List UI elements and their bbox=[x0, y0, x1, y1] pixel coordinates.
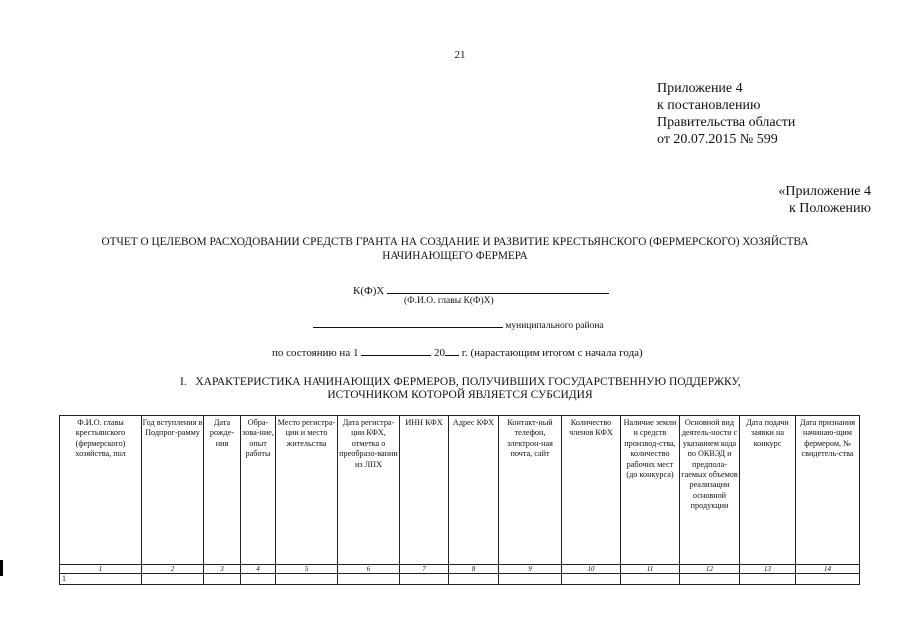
table-row bbox=[60, 574, 860, 585]
appendix-decree-line: Приложение 4 bbox=[657, 81, 743, 96]
appendix-decree-line: к постановлению bbox=[657, 98, 761, 113]
column-header: Наличие земли и средств производ-ства, количество рабочих мест (до конкурса) bbox=[621, 416, 680, 565]
column-header: Ф.И.О. главы крестьянского (фермерского) хозяйства, пол bbox=[60, 416, 142, 565]
column-number-row bbox=[60, 565, 860, 574]
table-cell[interactable] bbox=[562, 574, 621, 585]
as-of-month-blank[interactable] bbox=[361, 346, 431, 356]
column-number: 2 bbox=[142, 565, 204, 574]
appendix-decree-line: Правительства области bbox=[657, 115, 796, 130]
column-header: Обра-зова-ние, опыт работы bbox=[241, 416, 276, 565]
report-title bbox=[60, 235, 850, 263]
as-of-prefix: по состоянию на 1 bbox=[272, 347, 359, 359]
as-of-year-prefix: 20 bbox=[433, 347, 445, 359]
column-number: 14 bbox=[796, 565, 860, 574]
column-number: 12 bbox=[680, 565, 740, 574]
table-cell[interactable] bbox=[740, 574, 796, 585]
section-heading bbox=[180, 376, 740, 402]
column-header: Место регистра-ции и место жительства bbox=[276, 416, 338, 565]
table-cell[interactable] bbox=[204, 574, 241, 585]
column-header: Дата подачи заявки на конкурс bbox=[740, 416, 796, 565]
section-heading-line: I. ХАРАКТЕРИСТИКА НАЧИНАЮЩИХ ФЕРМЕРОВ, ПОЛУЧИВШИХ ГОСУДАРСТВЕННУЮ ПОДДЕРЖКУ, bbox=[180, 376, 741, 388]
row-number-cell: 1 bbox=[60, 574, 142, 585]
appendix-decree-line: от 20.07.2015 № 599 bbox=[657, 132, 778, 147]
appendix-regulation-block bbox=[778, 183, 871, 217]
farm-field-label: К(Ф)Х bbox=[353, 285, 385, 297]
farm-field-caption: (Ф.И.О. главы К(Ф)Х) bbox=[404, 296, 494, 306]
column-number: 4 bbox=[241, 565, 276, 574]
appendix-regulation-line: «Приложение 4 bbox=[778, 184, 871, 199]
as-of-date-field bbox=[272, 346, 643, 359]
column-header: Дата регистра-ции КФХ, отметка о преобразо-вании из ЛПХ bbox=[338, 416, 400, 565]
report-title-line: НАЧИНАЮЩЕГО ФЕРМЕРА bbox=[382, 250, 528, 262]
table-cell[interactable] bbox=[241, 574, 276, 585]
municipality-blank-line[interactable] bbox=[313, 319, 503, 328]
appendix-decree-block bbox=[657, 80, 795, 148]
column-header: Основной вид деятель-ности с указанием кода по ОКВЭД и предпола-гаемых объемов реализации основной продукции bbox=[680, 416, 740, 565]
column-number: 11 bbox=[621, 565, 680, 574]
column-header: Дата рожде-ния bbox=[204, 416, 241, 565]
as-of-year-blank[interactable] bbox=[445, 346, 459, 356]
scan-edge-mark bbox=[0, 560, 3, 576]
municipality-suffix: муниципального района bbox=[505, 321, 604, 331]
column-header: Адрес КФХ bbox=[449, 416, 499, 565]
farmers-table bbox=[59, 415, 860, 585]
section-heading-line: ИСТОЧНИКОМ КОТОРОЙ ЯВЛЯЕТСЯ СУБСИДИЯ bbox=[327, 389, 593, 401]
table-cell[interactable] bbox=[796, 574, 860, 585]
column-number: 9 bbox=[499, 565, 562, 574]
farm-field-blank-line[interactable] bbox=[387, 284, 609, 294]
column-header: Год вступления в Подпрог-рамму bbox=[142, 416, 204, 565]
column-header: ИНН КФХ bbox=[400, 416, 449, 565]
as-of-suffix: г. (нарастающим итогом с начала года) bbox=[461, 347, 643, 359]
table-cell[interactable] bbox=[400, 574, 449, 585]
report-title-line: ОТЧЕТ О ЦЕЛЕВОМ РАСХОДОВАНИИ СРЕДСТВ ГРАНТА НА СОЗДАНИЕ И РАЗВИТИЕ КРЕСТЬЯНСКОГО (ФЕРМЕРСКОГО) ХОЗЯЙСТВА bbox=[101, 236, 809, 248]
column-header: Контакт-ный телефон, электрон-ная почта, сайт bbox=[499, 416, 562, 565]
column-number: 5 bbox=[276, 565, 338, 574]
column-number: 7 bbox=[400, 565, 449, 574]
column-header: Количество членов КФХ bbox=[562, 416, 621, 565]
table-cell[interactable] bbox=[142, 574, 204, 585]
column-number: 8 bbox=[449, 565, 499, 574]
column-header: Дата признания начинаю-щим фермером, № свидетель-ства bbox=[796, 416, 860, 565]
table-cell[interactable] bbox=[276, 574, 338, 585]
column-number: 3 bbox=[204, 565, 241, 574]
table-cell[interactable] bbox=[338, 574, 400, 585]
table-cell[interactable] bbox=[621, 574, 680, 585]
appendix-regulation-line: к Положению bbox=[788, 201, 871, 216]
column-number: 10 bbox=[562, 565, 621, 574]
table-cell[interactable] bbox=[680, 574, 740, 585]
column-number: 13 bbox=[740, 565, 796, 574]
table-header-row bbox=[60, 416, 860, 565]
municipality-field bbox=[313, 319, 604, 331]
column-number: 6 bbox=[338, 565, 400, 574]
column-number: 1 bbox=[60, 565, 142, 574]
page-number: 21 bbox=[454, 49, 466, 61]
table-cell[interactable] bbox=[449, 574, 499, 585]
table-cell[interactable] bbox=[499, 574, 562, 585]
